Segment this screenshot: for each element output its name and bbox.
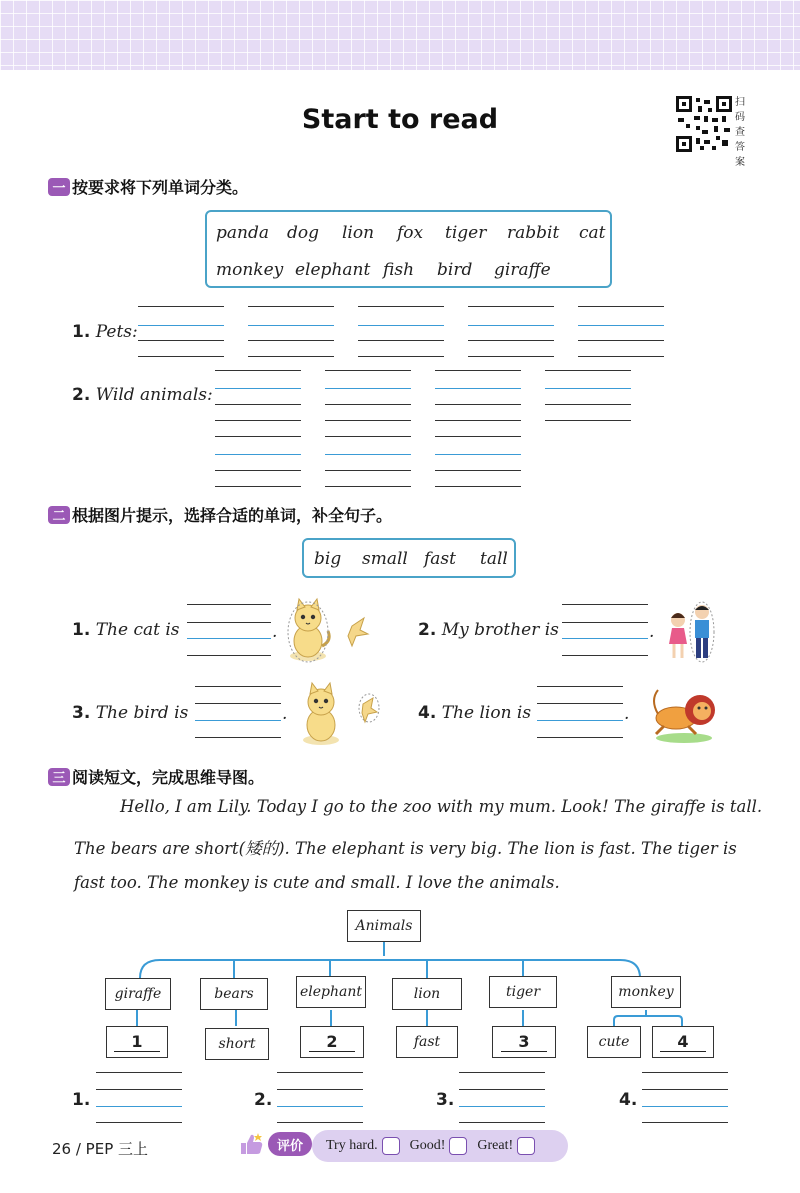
section3-title: 阅读短文，完成思维导图。 [72,768,265,787]
passage-line-2: The bears are short(矮的). The elephant is very big. The lion is fast. The tiger is [74,839,737,858]
word-bank-item: fox [397,223,424,243]
mind-leaf-cute: cute [587,1026,641,1058]
word-bank-item: elephant [295,260,371,280]
qr-code-icon [676,96,732,152]
boy-and-girl-picture [660,598,722,664]
mind-leaf-blank-3[interactable]: 3 [492,1026,556,1058]
cat-and-bird-picture [280,596,375,666]
word-bank-item: panda [216,223,269,243]
word-bank-item: fish [383,260,415,280]
word-bank-item: rabbit [507,223,560,243]
section1-marker: 一 [48,178,70,196]
qr-label: 扫码查答案 [735,97,745,168]
mind-leaf-blank-2[interactable]: 2 [300,1026,364,1058]
word-bank-item: tiger [445,223,487,243]
answer-3-num: 3. [436,1090,455,1110]
answer-2-num: 2. [254,1090,273,1110]
word-bank-item: small [362,549,408,569]
sentence-1-period: . [272,622,278,642]
section3-heading [48,765,264,788]
section2-heading [48,503,392,526]
mind-node-elephant: elephant [296,976,366,1008]
lion-picture [650,680,720,746]
passage-line-1: Hello, I am Lily. Today I go to the zoo with my mum. Look! The giraffe is tall. [120,797,763,816]
eval-checkbox-good[interactable] [449,1137,467,1155]
mind-leaf-fast: fast [396,1026,458,1058]
section2-word-bank [302,538,516,578]
word-bank-item: bird [437,260,473,280]
mind-node-tiger: tiger [489,976,557,1008]
mind-leaf-blank-1[interactable]: 1 [106,1026,168,1058]
passage-line-3: fast too. The monkey is cute and small. I love the animals. [74,873,560,892]
sentence-3-period: . [282,704,288,724]
eval-label: 评价 [268,1132,312,1156]
word-bank-item: tall [480,549,508,569]
answer-4-num: 4. [619,1090,638,1110]
word-bank-item: big [314,549,342,569]
thumbs-up-icon [238,1132,264,1156]
eval-checkbox-great[interactable] [517,1137,535,1155]
mind-node-bears: bears [200,978,268,1010]
sentence-4: 4. The lion is [418,703,532,723]
eval-option-try-hard: Try hard. [326,1138,378,1153]
page-title: Start to read [301,104,499,135]
mind-node-giraffe: giraffe [105,978,171,1010]
cat-and-bird-picture-2 [293,680,388,746]
sentence-3: 3. The bird is [72,703,189,723]
sentence-2: 2. My brother is [418,620,559,640]
eval-option-good: Good! [409,1138,446,1153]
sentence-1: 1. The cat is [72,620,180,640]
wild-animals-label: 2. Wild animals: [72,385,213,405]
mind-map-root: Animals [347,910,421,942]
word-bank-item: giraffe [494,260,551,280]
header-grid-band [0,0,800,70]
mind-leaf-blank-4[interactable]: 4 [652,1026,714,1058]
mind-node-lion: lion [392,978,462,1010]
section1-word-bank [205,210,612,288]
section1-heading [48,175,248,198]
sentence-2-period: . [649,622,655,642]
word-bank-item: dog [287,223,319,243]
mind-leaf-short: short [205,1028,269,1060]
evaluation-bar [312,1130,568,1162]
word-bank-item: cat [579,223,606,243]
page-number: 26 / PEP 三上 [52,1140,149,1158]
mind-node-monkey: monkey [611,976,681,1008]
eval-option-great: Great! [477,1138,514,1153]
pets-label: 1. Pets: [72,322,138,342]
sentence-4-period: . [624,704,630,724]
word-bank-item: fast [424,549,456,569]
word-bank-item: monkey [216,260,284,280]
section2-title: 根据图片提示，选择合适的单词，补全句子。 [72,506,393,525]
eval-checkbox-try-hard[interactable] [382,1137,400,1155]
section3-marker: 三 [48,768,70,786]
word-bank-item: lion [342,223,375,243]
answer-1-num: 1. [72,1090,91,1110]
section2-marker: 二 [48,506,70,524]
section1-title: 按要求将下列单词分类。 [72,178,249,197]
evaluation-tag [238,1132,312,1156]
